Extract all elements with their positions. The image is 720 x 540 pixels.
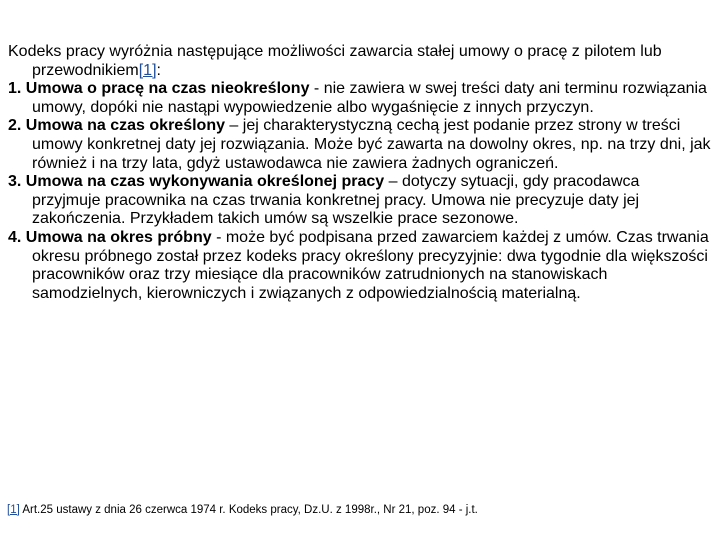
item-title: Umowa o pracę na czas nieokreślony xyxy=(25,80,310,98)
item-title: Umowa na okres próbny xyxy=(25,228,212,246)
item-number: 2. xyxy=(8,117,22,135)
list-item xyxy=(8,173,712,229)
item-text: – dotyczy sytuacji, gdy pracodawca przyjmuje pracownika na czas trwania konkretnej pracy. Umowa nie precyzuje daty jej zakończenia. Przykładem takich umów są wszelkie prace sezonowe. xyxy=(32,173,640,228)
item-number: 4. xyxy=(8,228,22,246)
footnote xyxy=(7,503,713,517)
intro-paragraph xyxy=(8,43,712,80)
footnote-backref-link[interactable]: [1] xyxy=(7,504,20,516)
intro-text: Kodeks pracy wyróżnia następujące możliwości zawarcia stałej umowy o pracę z pilotem lub przewodnikiem xyxy=(8,43,662,79)
item-text: - może być podpisana przed zawarciem każdej z umów. Czas trwania okresu próbnego został przez kodeks pracy określony precyzyjnie: dwa tygodnie dla większości pracowników oraz trzy miesiące dla pracowników zatrudnionych na stanowiskach samodzielnych, kierowniczych i związanych z odpowiedzialnością materialną. xyxy=(32,228,709,302)
item-title: Umowa na czas określony xyxy=(25,117,225,135)
item-number: 3. xyxy=(8,173,22,191)
item-text: – jej charakterystyczną cechą jest podanie przez strony w treści umowy konkretnej daty jej rozwiązania. Może być zawarta na dowolny okres, np. na trzy dni, jak również i na trzy lata, gdyż ustawodawca nie zawiera żadnych ograniczeń. xyxy=(32,117,711,172)
footnote-ref-link[interactable]: [1] xyxy=(138,61,157,79)
list-item xyxy=(8,117,712,173)
item-title: Umowa na czas wykonywania określonej pracy xyxy=(25,173,385,191)
footnote-text: Art.25 ustawy z dnia 26 czerwca 1974 r. Kodeks pracy, Dz.U. z 1998r., Nr 21, poz. 94 - j.t. xyxy=(19,504,478,516)
body-text xyxy=(8,43,712,303)
list-item xyxy=(8,80,712,117)
item-number: 1. xyxy=(8,80,22,98)
item-text: - nie zawiera w swej treści daty ani terminu rozwiązania umowy, dopóki nie nastąpi wypowiedzenie albo wygaśnięcie z innych przyczyn. xyxy=(32,80,707,116)
list-item xyxy=(8,229,712,303)
intro-colon: : xyxy=(156,61,161,79)
